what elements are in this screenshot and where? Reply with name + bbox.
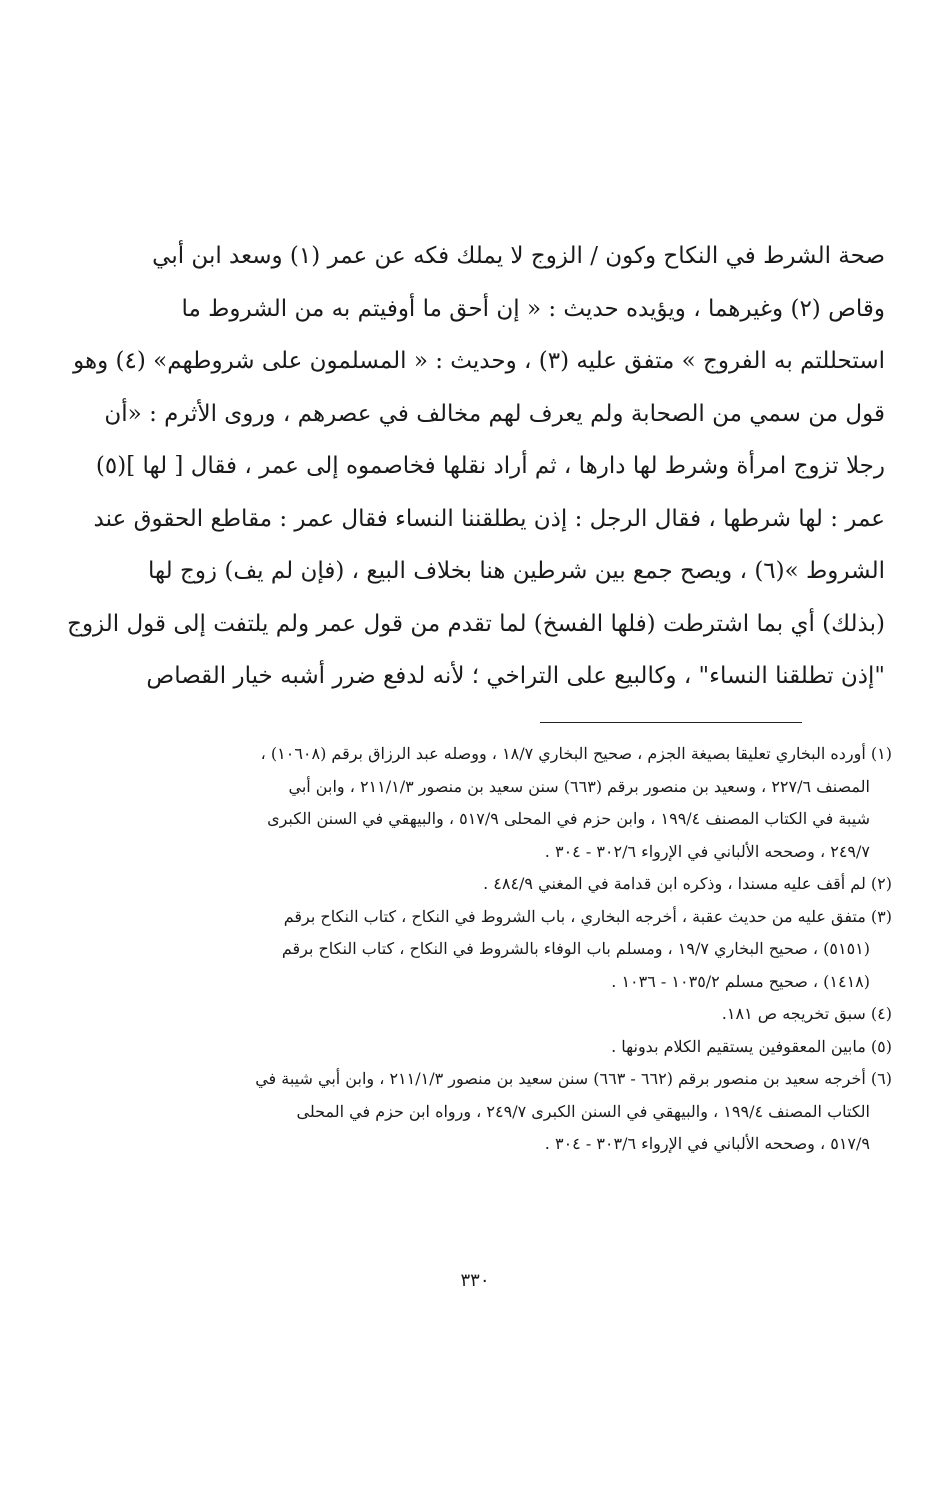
footnote-line: (٥) مابين المعقوفين يستقيم الكلام بدونها . xyxy=(611,1036,892,1056)
main-text-line: قول من سمي من الصحابة ولم يعرف لهم مخالف في عصرهم ، وروى الأثرم : «أن xyxy=(104,400,885,427)
main-text-block xyxy=(60,230,885,703)
footnote-line: (٦) أخرجه سعيد بن منصور برقم (٦٦٢ - ٦٦٣) سنن سعيد بن منصور ٢١١/١/٣ ، وابن أبي شيبة في xyxy=(255,1069,892,1088)
footnote-line: (٢) لم أقف عليه مسندا ، وذكره ابن قدامة في المغني ٤٨٤/٩ . xyxy=(483,874,892,893)
main-text-line: رجلا تزوج امرأة وشرط لها دارها ، ثم أراد نقلها فخاصموه إلى عمر ، فقال [ لها ](٥) xyxy=(95,453,885,479)
footnote-line: (١) أورده البخاري تعليقا بصيغة الجزم ، صحيح البخاري ١٨/٧ ، ووصله عبد الرزاق برقم (١٠٦٠٨) ، xyxy=(260,744,892,763)
footnote-line: (٤) سبق تخريجه ص ١٨١. xyxy=(721,1004,892,1023)
footnote-divider xyxy=(540,722,802,723)
main-text-line: الشروط »(٦) ، ويصح جمع بين شرطين هنا بخلاف البيع ، (فإن لم يف) زوج لها xyxy=(148,558,885,584)
footnote-line: (١٤١٨) ، صحيح مسلم ١٠٣٥/٢ - ١٠٣٦ . xyxy=(611,971,870,991)
main-text-line: استحللتم به الفروج » متفق عليه (٣) ، وحديث : « المسلمون على شروطهم» (٤) وهو xyxy=(73,348,885,374)
footnote-line: المصنف ٢٢٧/٦ ، وسعيد بن منصور برقم (٦٦٣) سنن سعيد بن منصور ٢١١/١/٣ ، وابن أبي xyxy=(288,776,870,796)
footnote-line: شيبة في الكتاب المصنف ١٩٩/٤ ، وابن حزم في المحلى ٥١٧/٩ ، والبيهقي في السنن الكبرى xyxy=(267,809,870,828)
footnotes-block xyxy=(60,738,892,1161)
footnote-line: (٣) متفق عليه من حديث عقبة ، أخرجه البخاري ، باب الشروط في النكاح ، كتاب النكاح برقم xyxy=(283,906,892,926)
main-text-line: (بذلك) أي بما اشترطت (فلها الفسخ) لما تقدم من قول عمر ولم يلتفت إلى قول الزوج xyxy=(67,610,885,637)
footnote-line: ٥١٧/٩ ، وصححه الألباني في الإرواء ٣٠٣/٦ - ٣٠٤ . xyxy=(544,1134,870,1153)
page-number: ٣٣٠ xyxy=(460,1270,490,1291)
main-text-line: وقاص (٢) وغيرهما ، ويؤيده حديث : « إن أحق ما أوفيتم به من الشروط ما xyxy=(181,295,885,322)
main-text-line: عمر : لها شرطها ، فقال الرجل : إذن يطلقننا النساء فقال عمر : مقاطع الحقوق عند xyxy=(93,505,885,532)
footnote-line: الكتاب المصنف ١٩٩/٤ ، والبيهقي في السنن الكبرى ٢٤٩/٧ ، ورواه ابن حزم في المحلى xyxy=(296,1101,870,1121)
main-text-line: "إذن تطلقنا النساء" ، وكالبيع على التراخي ؛ لأنه لدفع ضرر أشبه خيار القصاص xyxy=(146,663,885,689)
footnote-line: (٥١٥١) ، صحيح البخاري ١٩/٧ ، ومسلم باب الوفاء بالشروط في النكاح ، كتاب النكاح برقم xyxy=(281,939,870,958)
footnote-line: ٢٤٩/٧ ، وصححه الألباني في الإرواء ٣٠٢/٦ - ٣٠٤ . xyxy=(544,841,870,861)
main-text-line: صحة الشرط في النكاح وكون / الزوج لا يملك فكه عن عمر (١) وسعد ابن أبي xyxy=(152,243,885,269)
